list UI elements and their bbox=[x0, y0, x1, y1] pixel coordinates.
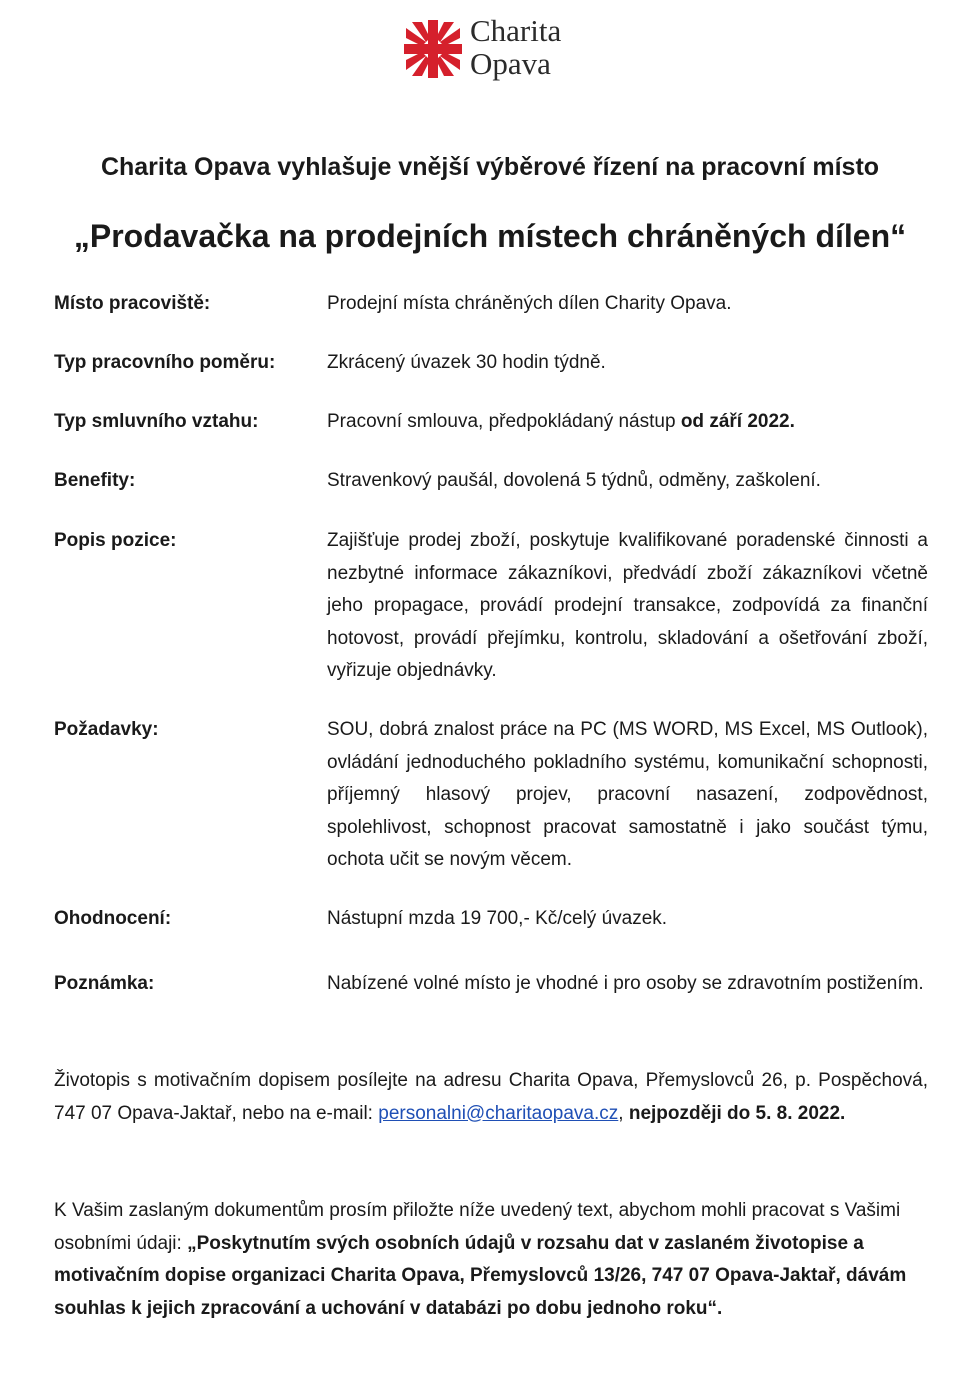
detail-value: SOU, dobrá znalost práce na PC (MS WORD, MS Excel, MS Outlook), ovládání jednoduchého pokladního systému, komunikační schopnosti, příjemný hlasový projev, pracovní nasazení, zodpovědnost, spolehlivost, schopnost pracovat samostatně i jako součást týmu, ochota učit se novým věcem. bbox=[327, 719, 928, 870]
detail-value: Prodejní místa chráněných dílen Charity Opava. bbox=[327, 293, 732, 314]
start-date: od září 2022. bbox=[680, 411, 795, 432]
detail-label: Místo pracoviště: bbox=[54, 293, 211, 314]
detail-label: Požadavky: bbox=[54, 719, 159, 740]
announcement-heading: Charita Opava vyhlašuje vnější výběrové řízení na pracovní místo bbox=[100, 153, 880, 181]
detail-value: Nabízené volné místo je vhodné i pro osoby se zdravotním postižením. bbox=[327, 973, 924, 994]
detail-label: Popis pozice: bbox=[54, 530, 177, 551]
logo-line-1: Charita bbox=[470, 13, 562, 48]
job-title: „Prodavačka na prodejních místech chráněných dílen“ bbox=[73, 218, 907, 254]
consent-statement: „Poskytnutím svých osobních údajů v rozsahu dat v zaslaném životopise a motivačním dopise organizaci Charita Opava, Přemyslovců 13/26, 747 07 Opava-Jaktař, dávám souhlas k jejich zpracování a uchování v databázi po dobu jednoho roku“. bbox=[54, 1232, 907, 1319]
deadline: nejpozději do 5. 8. 2022. bbox=[628, 1102, 846, 1124]
application-text: Životopis s motivačním dopisem posílejte na adresu Charita Opava, Přemyslovců 26, p. Pospěchová, 747 07 Opava-Jaktař, nebo na e-mail: bbox=[54, 1070, 928, 1124]
detail-value-container bbox=[327, 406, 928, 439]
charita-cross-icon bbox=[402, 18, 464, 80]
detail-value: Zajišťuje prodej zboží, poskytuje kvalifikované poradenské činnosti a nezbytné informace zákazníkovi, předvádí zboží zákazníkovi včetně jeho propagace, provádí prodejní transakce, zodpovídá za finanční hotovost, provádí přejímku, kontrolu, skladování a ošetřování zboží, vyřizuje objednávky. bbox=[327, 530, 928, 681]
comma: , bbox=[618, 1102, 629, 1124]
logo-line-2: Opava bbox=[470, 46, 551, 81]
detail-label: Typ pracovního poměru: bbox=[54, 352, 276, 373]
detail-value: Nástupní mzda 19 700,- Kč/celý úvazek. bbox=[327, 908, 668, 929]
detail-label: Typ smluvního vztahu: bbox=[54, 411, 259, 432]
consent-intro: K Vašim zaslaným dokumentům prosím přiložte níže uvedený text, abychom mohli pracovat s Vašimi osobními údaji: bbox=[54, 1200, 901, 1254]
detail-label: Benefity: bbox=[54, 470, 136, 491]
detail-label: Poznámka: bbox=[54, 973, 155, 994]
detail-label: Ohodnocení: bbox=[54, 908, 172, 929]
detail-value: Stravenkový paušál, dovolená 5 týdnů, odměny, zaškolení. bbox=[327, 470, 821, 491]
email-link[interactable]: personalni@charitaopava.cz bbox=[378, 1102, 619, 1124]
logo-text bbox=[470, 14, 561, 80]
consent-paragraph bbox=[54, 1195, 916, 1325]
application-paragraph bbox=[54, 1065, 928, 1130]
charita-logo bbox=[402, 14, 582, 84]
detail-value: Pracovní smlouva, předpokládaný nástup bbox=[327, 411, 681, 432]
detail-value: Zkrácený úvazek 30 hodin týdně. bbox=[327, 352, 606, 373]
